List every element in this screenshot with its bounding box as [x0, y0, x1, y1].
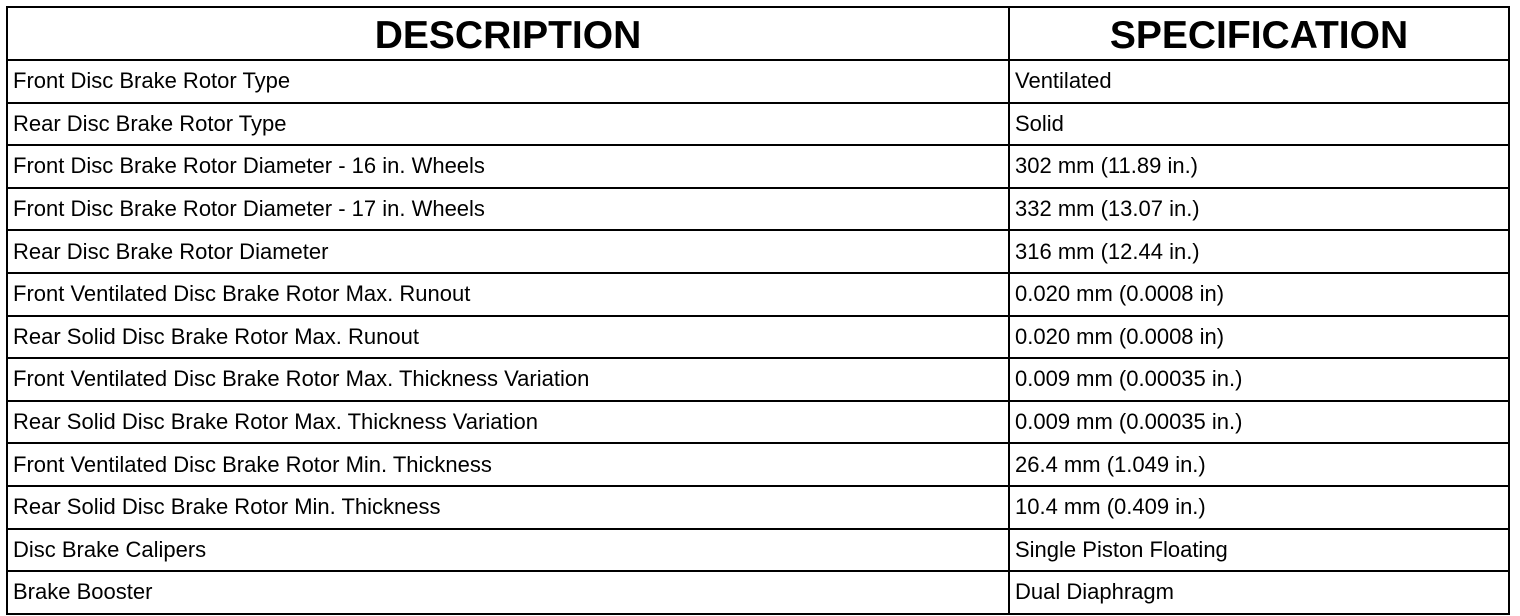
specification-cell: 302 mm (11.89 in.) — [1009, 145, 1509, 188]
description-cell: Disc Brake Calipers — [7, 529, 1009, 572]
description-column-header: DESCRIPTION — [7, 7, 1009, 60]
table-row — [7, 443, 1509, 486]
description-cell: Front Disc Brake Rotor Diameter - 16 in. Wheels — [7, 145, 1009, 188]
description-cell: Front Disc Brake Rotor Type — [7, 60, 1009, 103]
specification-cell: Solid — [1009, 103, 1509, 146]
table-row — [7, 273, 1509, 316]
table-row — [7, 316, 1509, 359]
specification-cell: Ventilated — [1009, 60, 1509, 103]
description-cell: Front Ventilated Disc Brake Rotor Min. Thickness — [7, 443, 1009, 486]
specification-column-header: SPECIFICATION — [1009, 7, 1509, 60]
specification-cell: 0.009 mm (0.00035 in.) — [1009, 401, 1509, 444]
specification-cell: 0.009 mm (0.00035 in.) — [1009, 358, 1509, 401]
description-cell: Brake Booster — [7, 571, 1009, 614]
table-row — [7, 358, 1509, 401]
table-row — [7, 103, 1509, 146]
description-cell: Rear Solid Disc Brake Rotor Max. Runout — [7, 316, 1009, 359]
description-cell: Front Ventilated Disc Brake Rotor Max. Runout — [7, 273, 1009, 316]
specification-cell: Dual Diaphragm — [1009, 571, 1509, 614]
description-cell: Front Ventilated Disc Brake Rotor Max. Thickness Variation — [7, 358, 1009, 401]
description-cell: Rear Solid Disc Brake Rotor Min. Thickness — [7, 486, 1009, 529]
table-row — [7, 529, 1509, 572]
specification-cell: 316 mm (12.44 in.) — [1009, 230, 1509, 273]
specification-cell: 332 mm (13.07 in.) — [1009, 188, 1509, 231]
table-row — [7, 571, 1509, 614]
table-header-row — [7, 7, 1509, 60]
description-cell: Rear Solid Disc Brake Rotor Max. Thickness Variation — [7, 401, 1009, 444]
specification-cell: 26.4 mm (1.049 in.) — [1009, 443, 1509, 486]
table-row — [7, 401, 1509, 444]
brake-specification-table — [6, 6, 1510, 615]
table-row — [7, 60, 1509, 103]
table-row — [7, 145, 1509, 188]
specification-cell: 0.020 mm (0.0008 in) — [1009, 316, 1509, 359]
specification-cell: Single Piston Floating — [1009, 529, 1509, 572]
description-cell: Rear Disc Brake Rotor Type — [7, 103, 1009, 146]
description-cell: Front Disc Brake Rotor Diameter - 17 in. Wheels — [7, 188, 1009, 231]
table-row — [7, 486, 1509, 529]
specification-cell: 10.4 mm (0.409 in.) — [1009, 486, 1509, 529]
table-row — [7, 188, 1509, 231]
specification-cell: 0.020 mm (0.0008 in) — [1009, 273, 1509, 316]
description-cell: Rear Disc Brake Rotor Diameter — [7, 230, 1009, 273]
table-row — [7, 230, 1509, 273]
table-body — [7, 60, 1509, 614]
